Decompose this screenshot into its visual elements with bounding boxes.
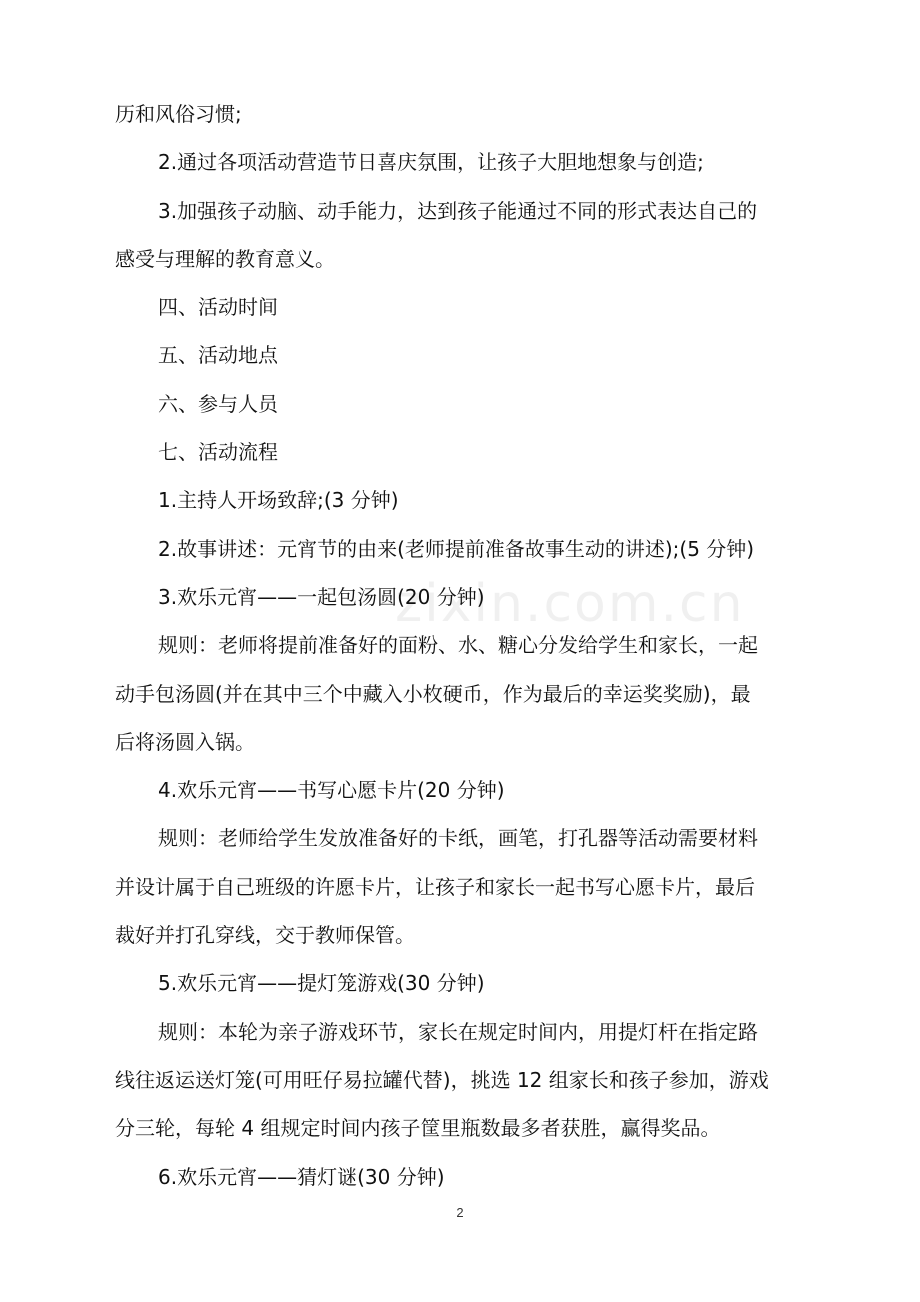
text-line: 规则：老师将提前准备好的面粉、水、糖心分发给学生和家长，一起 [158,633,758,658]
text-line: 规则：老师给学生发放准备好的卡纸，画笔，打孔器等活动需要材料 [158,826,758,851]
text-line: 感受与理解的教育意义。 [115,246,335,271]
text-line: 3.加强孩子动脑、动手能力，达到孩子能通过不同的形式表达自己的 [158,198,758,223]
section-heading: 六、参与人员 [158,391,278,416]
text-line: 3.欢乐元宵——一起包汤圆(20 分钟) [158,584,485,609]
text-line: 分三轮，每轮 4 组规定时间内孩子筐里瓶数最多者获胜，赢得奖品。 [115,1116,721,1141]
section-heading: 四、活动时间 [158,295,278,320]
text-line: 动手包汤圆(并在其中三个中藏入小枚硬币，作为最后的幸运奖奖励)，最 [115,681,751,706]
text-line: 规则：本轮为亲子游戏环节，家长在规定时间内，用提灯杆在指定路 [158,1019,758,1044]
text-line: 5.欢乐元宵——提灯笼游戏(30 分钟) [158,971,485,996]
text-line: 2.通过各项活动营造节日喜庆氛围，让孩子大胆地想象与创造; [158,150,704,175]
text-line: 2.故事讲述：元宵节的由来(老师提前准备故事生动的讲述);(5 分钟) [158,536,755,561]
page-number: 2 [456,1205,464,1220]
section-heading: 五、活动地点 [158,343,278,368]
text-line: 线往返运送灯笼(可用旺仔易拉罐代替)，挑选 12 组家长和孩子参加，游戏 [115,1067,769,1092]
text-line: 1.主持人开场致辞;(3 分钟) [158,488,399,513]
text-line: 后将汤圆入锅。 [115,729,255,754]
text-line: 4.欢乐元宵——书写心愿卡片(20 分钟) [158,778,505,803]
section-heading: 七、活动流程 [158,440,278,465]
text-line: 裁好并打孔穿线，交于教师保管。 [115,923,415,948]
watermark: zixin.com.cn [395,574,745,634]
text-line: 6.欢乐元宵——猜灯谜(30 分钟) [158,1164,445,1189]
document-body [115,90,810,1201]
text-line: 并设计属于自己班级的许愿卡片，让孩子和家长一起书写心愿卡片，最后 [115,874,755,899]
text-line: 历和风俗习惯; [115,102,242,126]
